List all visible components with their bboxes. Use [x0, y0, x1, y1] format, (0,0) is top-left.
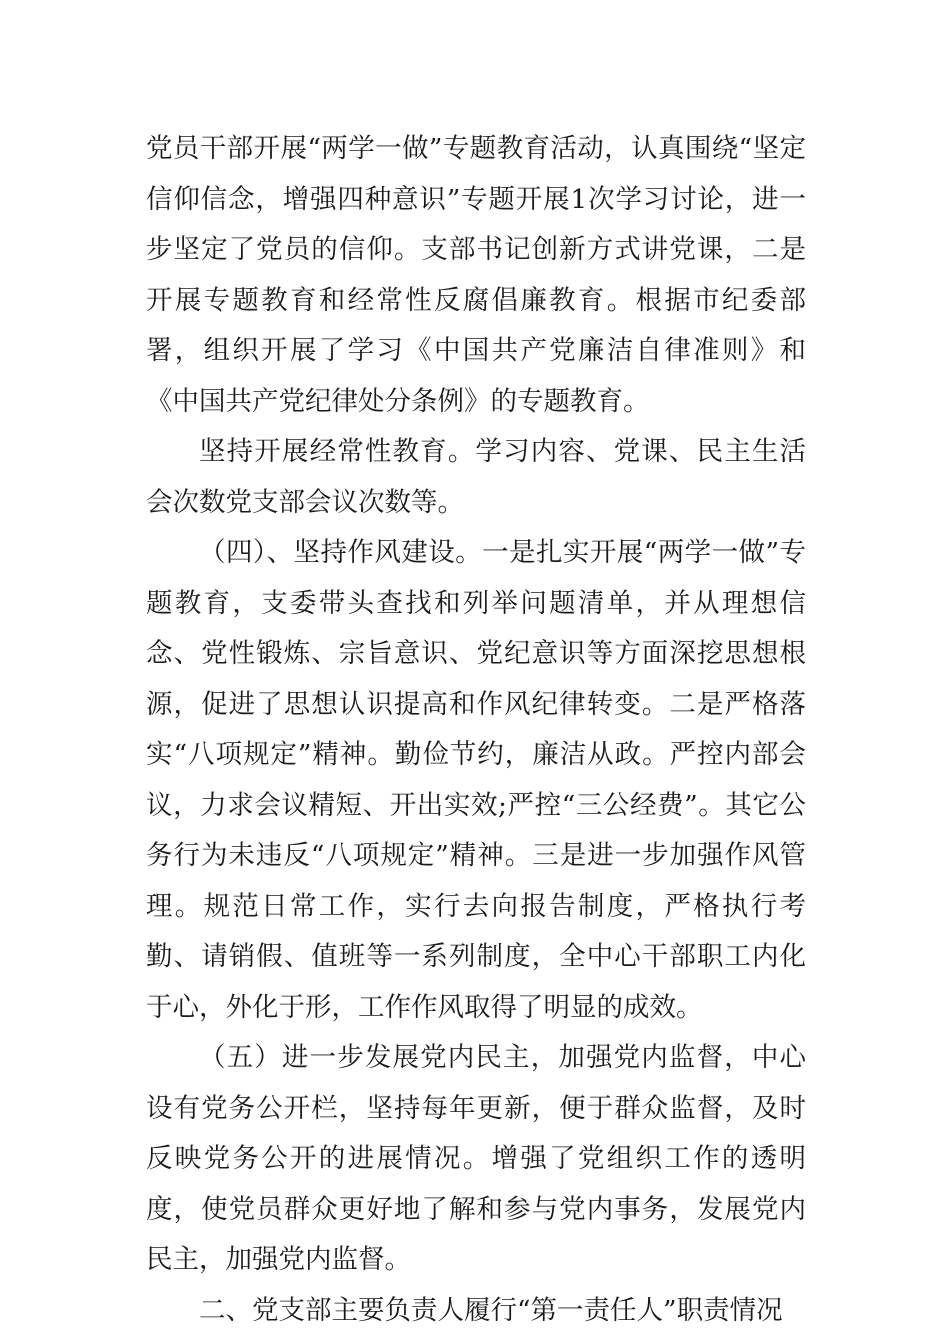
- paragraph-regular-education: 坚持开展经常性教育。学习内容、党课、民主生活会次数党支部会议次数等。: [146, 436, 806, 518]
- document-body: [146, 124, 806, 1336]
- paragraph-inner-party-democracy: （五）进一步发展党内民主，加强党内监督，中心设有党务公开栏，坚持每年更新，便于群众监督，及时反映党务公开的进展情况。增强了党组织工作的透明度，使党员群众更好地了解和参与党内事务，发展党内民主，加强党内监督。: [146, 1042, 806, 1275]
- paragraph-party-education: 党员干部开展“两学一做”专题教育活动，认真围绕“坚定信仰信念，增强四种意识”专题开展1次学习讨论，进一步坚定了党员的信仰。支部书记创新方式讲党课，二是开展专题教育和经常性反腐倡廉教育。根据市纪委部署，组织开展了学习《中国共产党廉洁自律准则》和《中国共产党纪律处分条例》的专题教育。: [146, 133, 806, 417]
- paragraph-work-style: （四）、坚持作风建设。一是扎实开展“两学一做”专题教育，支委带头查找和列举问题清单，并从理想信念、党性锻炼、宗旨意识、党纪意识等方面深挖思想根源，促进了思想认识提高和作风纪律转变。二是严格落实“八项规定”精神。勤俭节约，廉洁从政。严控内部会议，力求会议精短、开出实效;严控“三公经费”。其它公务行为未违反“八项规定”精神。三是进一步加强作风管理。规范日常工作，实行去向报告制度，严格执行考勤、请销假、值班等一系列制度，全中心干部职工内化于心，外化于形，工作作风取得了明显的成效。: [146, 537, 806, 1023]
- section-heading-first-responsible-person: 二、党支部主要负责人履行“第一责任人”职责情况: [199, 1294, 783, 1326]
